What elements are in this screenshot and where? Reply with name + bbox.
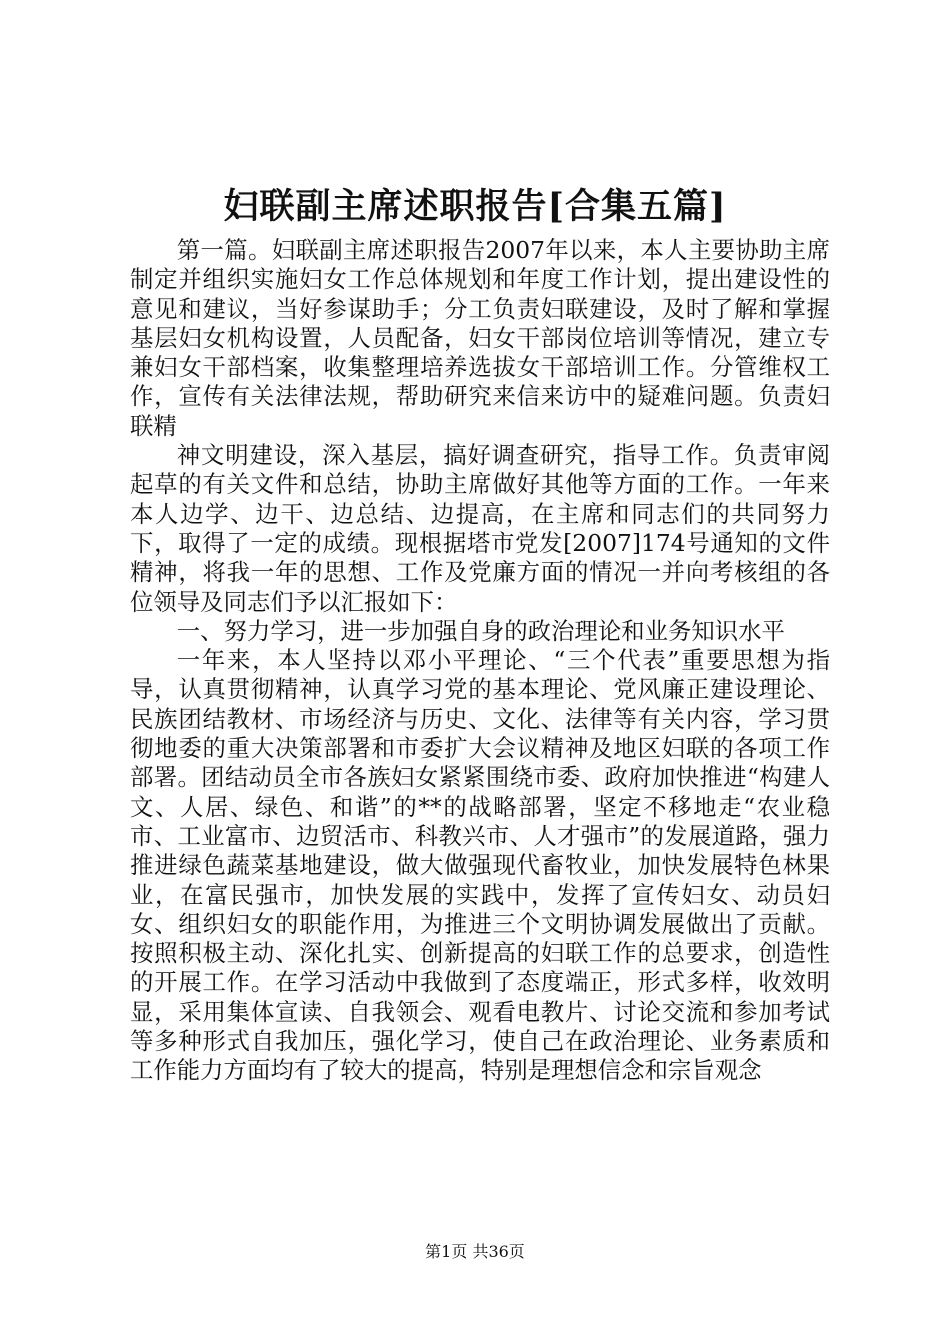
section-heading: 一、努力学习，进一步加强自身的政治理论和业务知识水平 [176,616,785,645]
paragraph: 一年来，本人坚持以邓小平理论、“三个代表”重要思想为指导，认真贯彻精神，认真学习党的基本理论、党风廉正建设理论、民族团结教材、市场经济与历史、文化、法律等有关内容，学习贯彻地委的重大决策部署和市委扩大会议精神及地区妇联的各项工作部署。团结动员全市各族妇女紧紧围绕市委、政府加快推进“构建人文、人居、绿色、和谐”的**的战略部署，坚定不移地走“农业稳市、工业富市、边贸活市、科教兴市、人才强市”的发展道路，强力推进绿色蔬菜基地建设，做大做强现代畜牧业，加快发展特色林果业，在富民强市，加快发展的实践中，发挥了宣传妇女、动员妇女、组织妇女的职能作用，为推进三个文明协调发展做出了贡献。按照积极主动、深化扎实、创新提高的妇联工作的总要求，创造性的开展工作。在学习活动中我做到了态度端正，形式多样，收效明显，采用集体宣读、自我领会、观看电教片、讨论交流和参加考试等多种形式自我加压，强化学习，使自己在政治理论、业务素质和工作能力方面均有了较大的提高，特别是理想信念和宗旨观念 [130,646,830,1085]
page-number: 第1页 共36页 [425,1242,525,1261]
page-footer [0,1241,950,1263]
paragraph: 第一篇。妇联副主席述职报告2007年以来，本人主要协助主席制定并组织实施妇女工作总体规划和年度工作计划，提出建设性的意见和建议，当好参谋助手；分工负责妇联建设，及时了解和掌握基层妇女机构设置，人员配备，妇女干部岗位培训等情况，建立专兼妇女干部档案，收集整理培养选拔女干部培训工作。分管维权工作，宣传有关法律法规，帮助研究来信来访中的疑难问题。负责妇联精 [130,236,830,440]
document-title: 妇联副主席述职报告[合集五篇] [223,186,727,227]
document-body [130,236,830,1086]
paragraph: 神文明建设，深入基层，搞好调查研究，指导工作。负责审阅起草的有关文件和总结，协助主席做好其他等方面的工作。一年来本人边学、边干、边总结、边提高，在主席和同志们的共同努力下，取得了一定的成绩。现根据塔市党发[2007]174号通知的文件精神，将我一年的思想、工作及党廉方面的情况一并向考核组的各位领导及同志们予以汇报如下： [130,441,830,616]
